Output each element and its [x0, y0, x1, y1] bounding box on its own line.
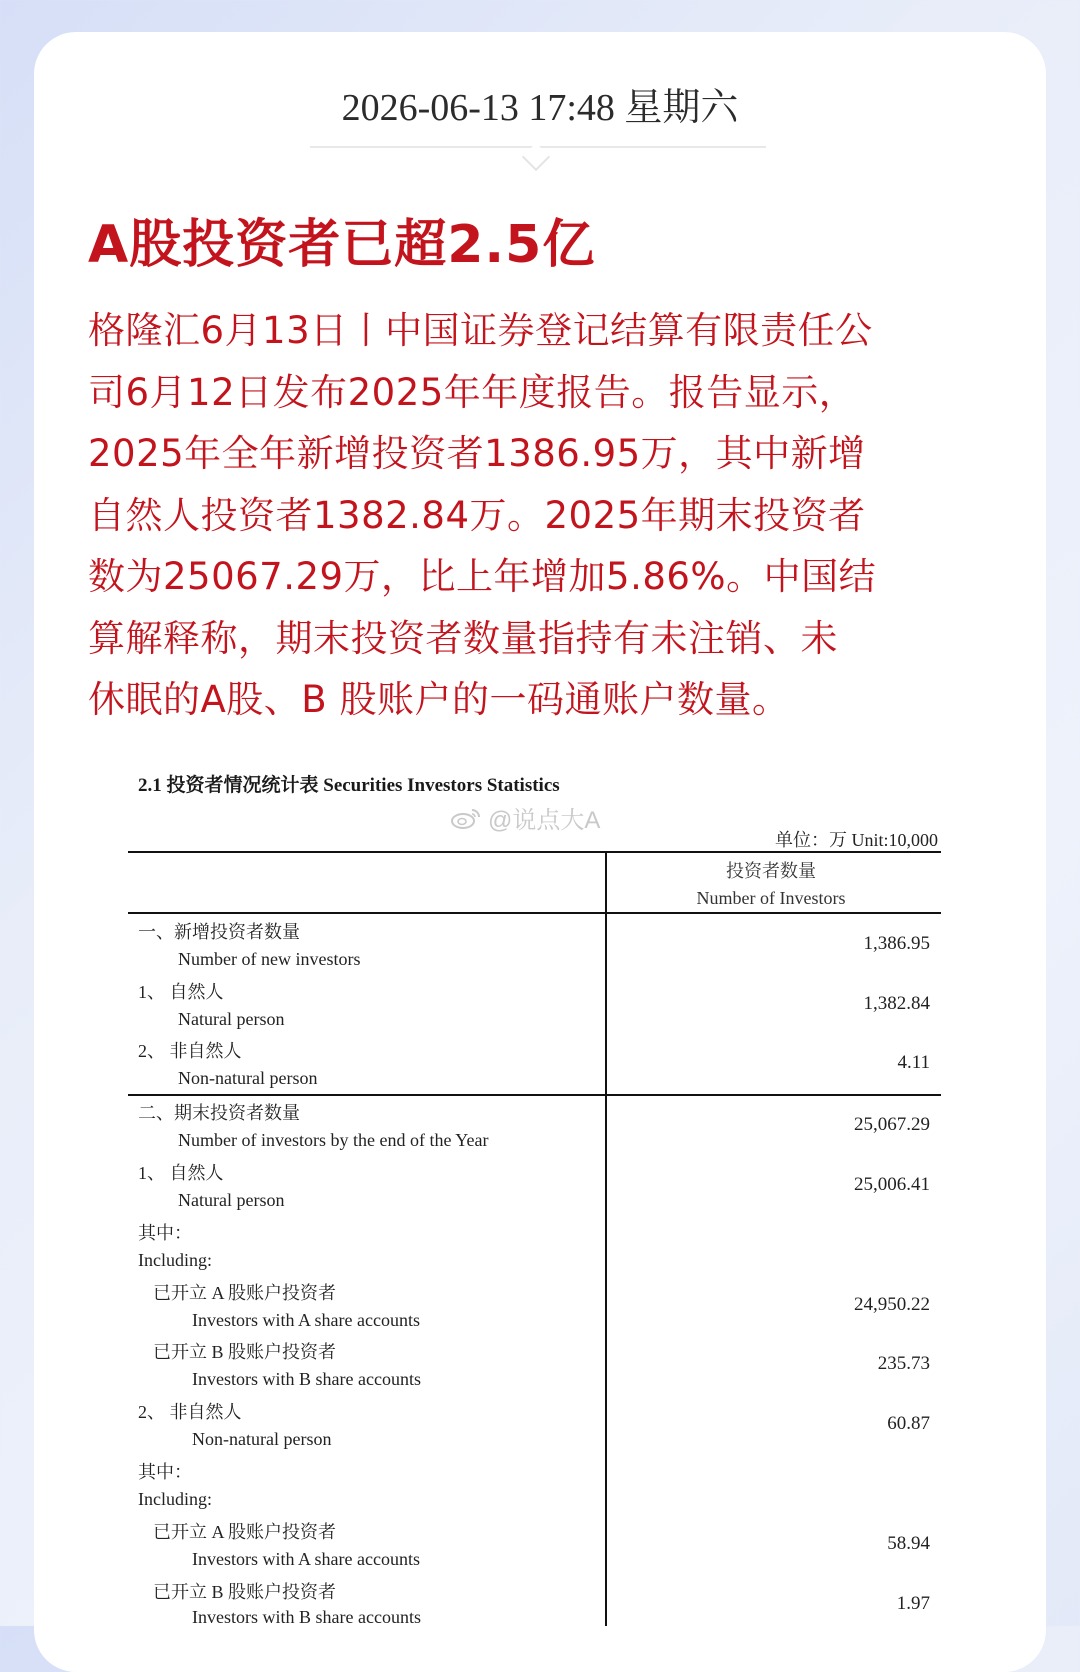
datetime-header: 2026-06-13 17:48 星期六	[341, 87, 739, 129]
row-value: 58.94	[887, 1533, 930, 1554]
lead-line: 自然人投资者1382.84万。2025年期末投资者	[88, 493, 866, 537]
row-value: 60.87	[887, 1413, 930, 1434]
row-value: 25,006.41	[854, 1174, 930, 1195]
watermark-text: @说点大A	[488, 807, 601, 834]
row-value: 4.11	[897, 1052, 930, 1073]
table-section-rule	[128, 1094, 941, 1096]
row-value: 25,067.29	[854, 1114, 930, 1135]
lead-line: 休眠的A股、B 股账户的一码通账户数量。	[88, 678, 790, 721]
row-label-cn: 1、 自然人	[138, 982, 224, 1002]
lead-line: 算解释称，期末投资者数量指持有未注销、未	[88, 616, 838, 660]
row-label-en: Natural person	[178, 1190, 285, 1210]
row-label-en: Natural person	[178, 1009, 285, 1029]
row-value: 235.73	[877, 1353, 930, 1374]
row-label-cn: 已开立 B 股账户投资者	[153, 1582, 337, 1602]
row-label-cn: 一、新增投资者数量	[138, 922, 300, 942]
row-label-cn: 其中：	[138, 1462, 192, 1482]
table-header-rule	[128, 912, 941, 914]
row-label-en: Number of investors by the end of the Year	[178, 1130, 489, 1150]
column-header-en: Number of Investors	[696, 888, 846, 908]
watermark	[450, 800, 600, 835]
row-label-en: Investors with B share accounts	[192, 1369, 421, 1389]
row-label-en: Non-natural person	[178, 1068, 318, 1088]
row-label-en: Number of new investors	[178, 949, 361, 969]
row-label-cn: 1、 自然人	[138, 1163, 224, 1183]
lead-paragraph	[88, 300, 988, 731]
table-column-divider	[605, 851, 607, 1626]
row-label-en: Investors with A share accounts	[192, 1310, 420, 1330]
row-label-cn: 二、期末投资者数量	[138, 1103, 300, 1123]
row-label-cn: 2、 非自然人	[138, 1402, 242, 1422]
row-label-en: Including:	[138, 1489, 212, 1509]
row-label-en: Non-natural person	[192, 1429, 332, 1449]
row-label-cn: 已开立 A 股账户投资者	[153, 1283, 337, 1303]
row-label-en: Investors with B share accounts	[192, 1607, 421, 1627]
row-label-en: Including:	[138, 1250, 212, 1270]
lead-line: 格隆汇6月13日丨中国证券登记结算有限责任公	[88, 309, 873, 352]
row-value: 24,950.22	[854, 1294, 930, 1315]
row-value: 1.97	[896, 1593, 930, 1614]
table-title: 2.1 投资者情况统计表 Securities Investors Statistics	[138, 775, 560, 796]
row-value: 1,382.84	[863, 993, 930, 1014]
lead-line: 2025年全年新增投资者1386.95万，其中新增	[88, 432, 866, 475]
lead-line: 数为25067.29万，比上年增加5.86%。中国结	[88, 555, 877, 598]
column-header-cn: 投资者数量	[726, 861, 816, 881]
row-label-cn: 已开立 A 股账户投资者	[153, 1522, 337, 1542]
table-top-rule	[128, 851, 941, 853]
row-label-en: Investors with A share accounts	[192, 1549, 420, 1569]
weibo-icon	[450, 807, 482, 829]
row-label-cn: 已开立 B 股账户投资者	[153, 1342, 337, 1362]
row-label-cn: 其中：	[138, 1223, 192, 1243]
row-value: 1,386.95	[863, 933, 930, 954]
row-label-cn: 2、 非自然人	[138, 1041, 242, 1061]
headline: A股投资者已超2.5亿	[88, 215, 596, 275]
unit-label: 单位：万 Unit:10,000	[774, 830, 938, 850]
lead-line: 司6月12日发布2025年年度报告。报告显示，	[88, 370, 857, 414]
